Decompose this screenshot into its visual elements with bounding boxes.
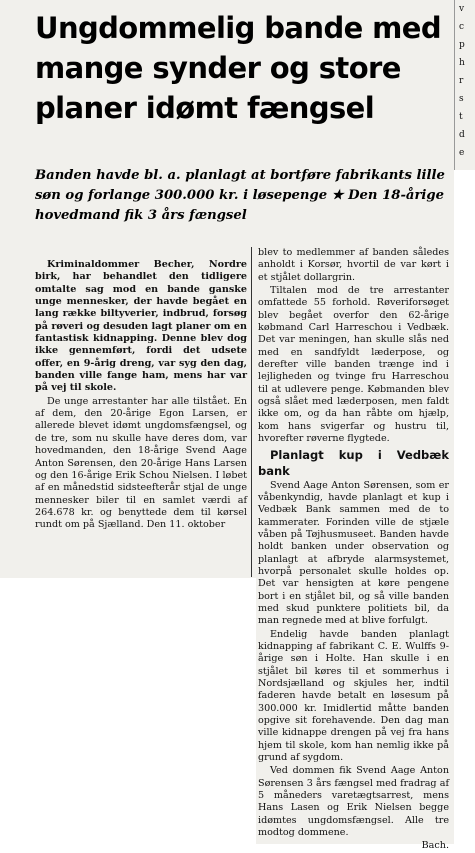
headline: Ungdommelig bande med mange synder og store planer idømt fængsel: [35, 11, 442, 125]
body-paragraph: Ved dommen fik Svend Aage Anton Sørensen 3 års fængsel med fradrag af 5 måneders varetægtsarrest, mens Hans Lasen og Erik Nielsen begge idømtes ungdomsfængsel. Alle tre modtog dommene.: [258, 765, 449, 839]
fragment-letter: v: [459, 4, 465, 14]
body-paragraph: blev to medlemmer af banden således anholdt i Korsør, hvortil de var kørt i et stjålet dollargrin.: [258, 247, 449, 283]
body-paragraph: Svend Aage Anton Sørensen, som er våbenkyndig, havde planlagt et kup i Vedbæk Bank sammen med de to kammerater. Forinden ville de stjæle våben på Tøjhusmuseet. Banden havde holdt banken under observation og planlagt at afbryde alarmsystemet, hvorpå personalet skulle holdes op. Det var hensigten at køre pengene bort i en stjålet bil, og så ville banden med skud punktere politiets bil, da man regnede med at blive forfulgt.: [258, 479, 449, 627]
body-paragraph: De unge arrestanter har alle tilstået. En af dem, den 20-årige Egon Larsen, er allerede blevet idømt ungdomsfængsel, og de tre, som nu skulle have deres dom, var hovedmanden, den 18-årige Svend Aage Anton Sørensen, den 20-årige Hans Larsen og den 16-årige Erik Schou Nielsen. I løbet af en månedstid sidsteefterår stjal de unge mennesker biler til en samlet værdi af 264.678 kr. og benyttede dem til kørsel rundt om på Sjælland. Den 11. oktober: [35, 395, 247, 531]
intro-paragraph: Kriminaldommer Becher, Nordre birk, har behandlet den tidligere omtalte sag mod en bande ganske unge mennesker, der havde begået en lang række biltyverier, indbrud, forsøg på røveri og desuden lagt planer om en fantastisk kidnapping. Denne blev dog ikke gennemført, fordi det udsete offer, en 9-årig dreng, var syg den dag, banden ville fange ham, mens har var på vej til skole.: [35, 259, 247, 394]
fragment-letter: c: [459, 22, 465, 32]
subheadline: Banden havde bl. a. planlagt at bortføre fabrikants lille søn og forlange 300.000 kr. i løsepenge ★ Den 18-årige hovedmand fik 3 års fængsel: [35, 168, 445, 223]
fragment-letter: r: [459, 76, 464, 86]
fragment-letter: h: [459, 58, 465, 68]
fragment-letter: t: [459, 112, 463, 122]
fragment-letter: d: [459, 130, 465, 140]
section-heading: Planlagt kup i Vedbæk bank: [258, 447, 449, 478]
body-paragraph: Endelig havde banden planlagt kidnapping af fabrikant C. E. Wulffs 9-årige søn i Holte. Han skulle i en stjålet bil køres til et sommerhus i Nordsjælland og skjules her, indtil faderen havde betalt en løsesum på 300.000 kr. Imidlertid måtte banden opgive sit forehavende. Den dag man ville kidnappe drengen på vej fra hans hjem til skole, kom han nemlig ikke på grund af sygdom.: [258, 628, 449, 764]
fragment-letter: p: [459, 40, 465, 50]
body-paragraph: Tiltalen mod de tre arrestanter omfattede 55 forhold. Røveriforsøget blev begået overfor den 62-årige købmand Carl Harreschou i Vedbæk. Det var meningen, han skulle slås ned med en sandfyldt læderpose, og derefter ville banden trænge ind i lejligheden og tvinge fru Harreschou til at udlevere penge. Købmanden blev også slået med læderposen, men faldt ikke om, og da han råbte om hjælp, kom hans svigerfar og hustru til, hvorefter røverne flygtede.: [258, 285, 449, 445]
fragment-letter: e: [459, 148, 465, 158]
article-column-right: [258, 247, 449, 853]
adjacent-column-fragment: [454, 0, 475, 170]
byline-signature: Bach.: [421, 840, 449, 852]
column-divider: [251, 247, 252, 577]
fragment-letter: s: [459, 94, 464, 104]
article-column-left: [35, 259, 247, 532]
